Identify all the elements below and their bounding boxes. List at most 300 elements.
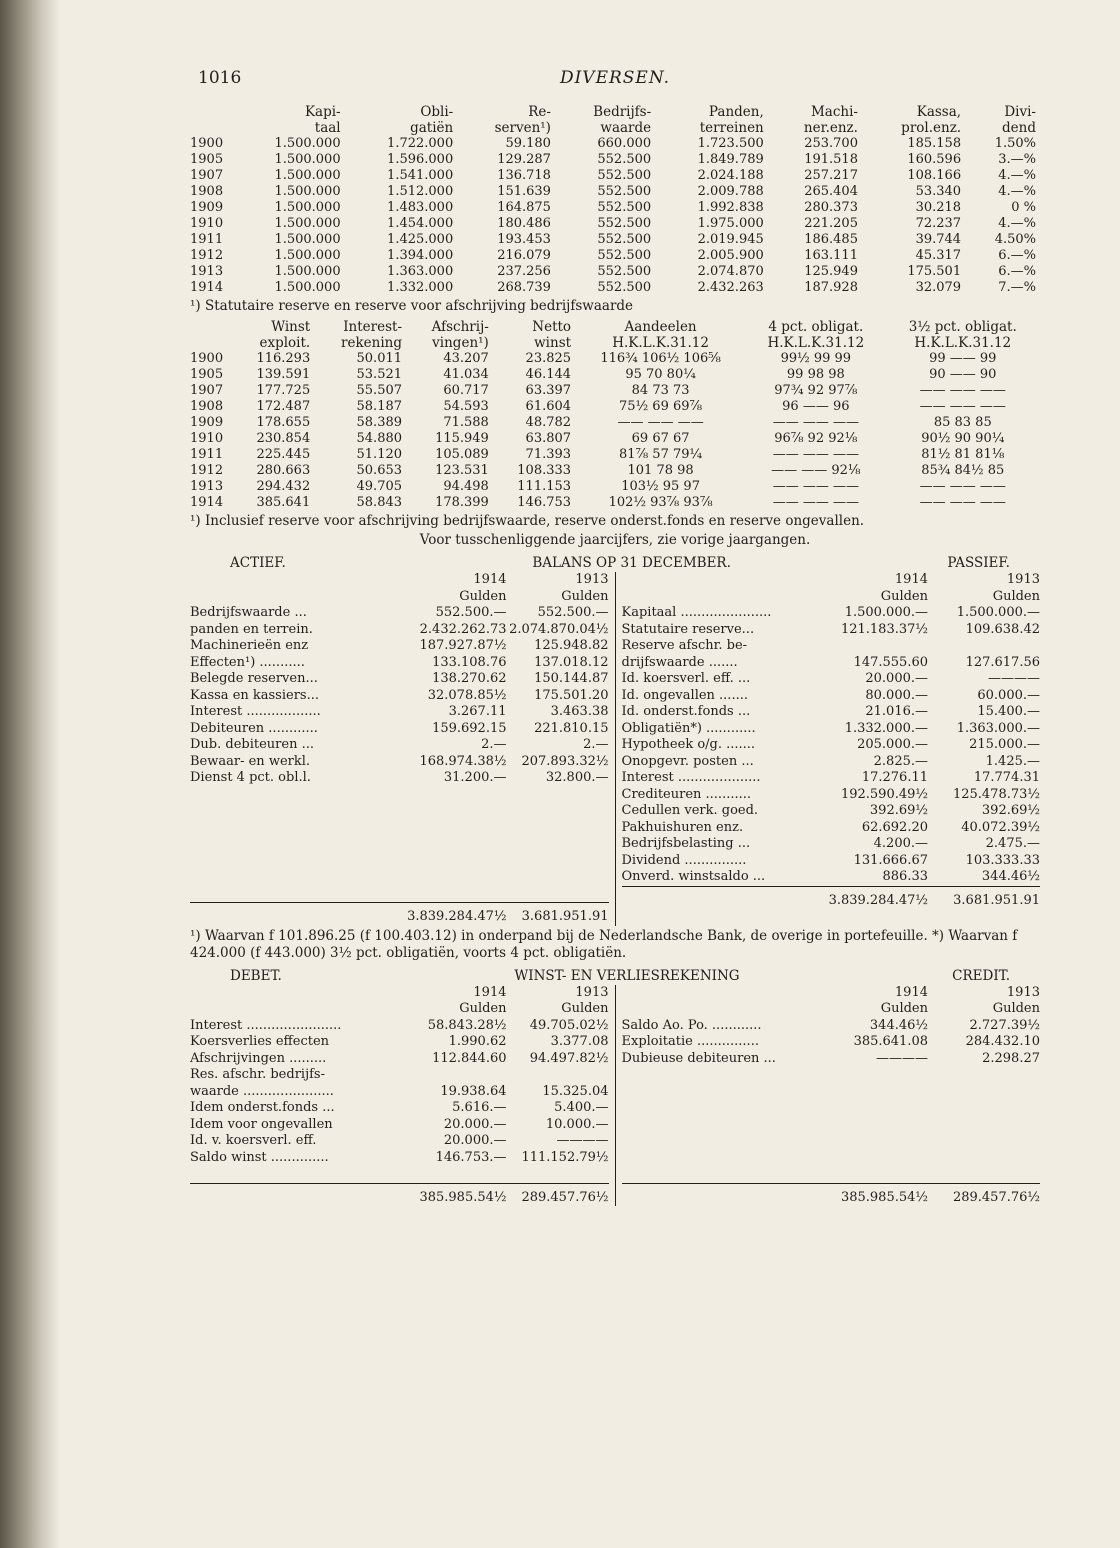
item-label: Afschrijvingen ......... <box>190 1050 327 1066</box>
value-cell: 63.807 <box>525 431 572 446</box>
item-value: 2.— <box>481 737 507 752</box>
column-header: waarde <box>600 120 652 136</box>
column-header: 4 pct. obligat. <box>768 319 864 335</box>
table-row <box>190 200 1040 216</box>
value-cell: 45.317 <box>915 248 962 263</box>
value-cell: 1.425.000 <box>387 232 454 247</box>
item-label: Exploitatie ............... <box>621 1034 759 1049</box>
value-cell: 265.404 <box>804 184 858 199</box>
debet-item <box>190 1084 609 1101</box>
item-value: 138.270.62 <box>432 671 507 686</box>
profit-loss-account <box>190 985 1040 1207</box>
value-cell: 552.500 <box>597 280 652 295</box>
item-label: Idem onderst.fonds ... <box>190 1100 335 1115</box>
value-cell: 552.500 <box>597 232 652 247</box>
year-cell: 1911 <box>190 447 224 462</box>
value-cell: 7.—% <box>998 280 1036 295</box>
value-cell: 2.009.788 <box>697 184 764 199</box>
value-cell: 185.158 <box>907 136 962 151</box>
value-cell: 193.453 <box>497 232 551 247</box>
passief-item <box>622 754 1041 771</box>
item-label: waarde ...................... <box>190 1083 334 1099</box>
item-label: Idem voor ongevallen <box>190 1116 333 1132</box>
item-value: 187.927.87½ <box>419 638 507 653</box>
profit-header-row <box>190 335 1040 351</box>
value-cell: 99½ 99 99 <box>780 351 852 366</box>
winst-title: WINST- EN VERLIESREKENING <box>514 967 740 984</box>
column-header: taal <box>314 120 341 136</box>
balance-title: BALANS OP 31 DECEMBER. <box>532 555 731 571</box>
column-header: terreinen <box>699 120 764 136</box>
value-cell: 2.024.188 <box>697 168 764 183</box>
column-header <box>190 104 232 120</box>
year-cell: 1900 <box>190 351 224 366</box>
value-cell: 97¾ 92 97⅞ <box>774 383 858 398</box>
column-header: Divi- <box>1004 104 1036 120</box>
value-cell: 32.079 <box>915 280 962 295</box>
item-label: Effecten¹) ........... <box>190 654 305 670</box>
value-cell: 41.034 <box>443 367 489 382</box>
credit-item <box>622 1018 1041 1035</box>
item-label: Id. ongevallen ....... <box>621 687 748 703</box>
debet-item <box>190 1100 609 1117</box>
value-cell: 111.153 <box>517 479 572 494</box>
debet-item <box>190 1150 609 1167</box>
item-value: 31.200.— <box>443 770 507 785</box>
value-cell: 101 78 98 <box>627 463 694 478</box>
item-value: 3.267.11 <box>448 704 507 719</box>
item-label: Bedrijfswaarde ... <box>190 605 307 620</box>
value-cell: 160.596 <box>907 152 962 167</box>
actief-total: 3.839.284.47½ 3.681.951.91 <box>190 902 609 926</box>
column-header: H.K.L.K.31.12 <box>767 335 865 351</box>
table-row <box>190 152 1040 168</box>
value-cell: 146.753 <box>517 495 572 510</box>
value-cell: 94.498 <box>443 479 489 494</box>
debet-total: 385.985.54½ 289.457.76½ <box>190 1183 609 1207</box>
credit-item <box>622 1034 1041 1051</box>
value-cell: 49.705 <box>356 479 403 494</box>
year-header: 1914 1913 <box>894 984 1040 1000</box>
year-cell: 1913 <box>190 479 224 494</box>
year-cell: 1908 <box>190 184 224 199</box>
value-cell: 43.207 <box>443 351 489 366</box>
item-value: 3.377.08 <box>550 1034 609 1049</box>
value-cell: 180.486 <box>497 216 551 231</box>
value-cell: 2.432.263 <box>697 280 764 295</box>
value-cell: 552.500 <box>597 152 652 167</box>
profit-header-row <box>190 319 1040 335</box>
value-cell: 1.722.000 <box>387 136 454 151</box>
value-cell: 253.700 <box>804 136 858 151</box>
value-cell: 129.287 <box>497 152 551 167</box>
value-cell: 125.949 <box>804 264 858 279</box>
item-label: Onopgevr. posten ... <box>621 753 754 769</box>
value-cell: 257.217 <box>804 168 858 183</box>
item-label: Interest ....................... <box>190 1017 342 1033</box>
table-row <box>190 248 1040 264</box>
value-cell: 61.604 <box>525 399 572 414</box>
value-cell: 178.655 <box>256 415 311 430</box>
value-cell: 187.928 <box>804 280 858 295</box>
year-cell: 1905 <box>190 152 224 167</box>
item-value: 385.641.08 <box>853 1034 928 1049</box>
table-row <box>190 367 1040 383</box>
value-cell: 71.588 <box>443 415 489 430</box>
value-cell: 294.432 <box>256 479 311 494</box>
actief-item <box>190 704 609 721</box>
value-cell: —— —— —— <box>919 495 1006 510</box>
value-cell: 90½ 90 90¼ <box>921 431 1005 446</box>
actief-column <box>190 572 616 926</box>
passief-title: PASSIEF. <box>947 555 1010 571</box>
value-cell: 1.363.000 <box>387 264 454 279</box>
balance-title-row <box>190 555 1040 572</box>
year-cell: 1908 <box>190 399 224 414</box>
item-label: Pakhuishuren enz. <box>621 819 744 835</box>
value-cell: 50.011 <box>356 351 403 366</box>
value-cell: 0 % <box>1011 200 1036 215</box>
item-value: 32.078.85½ <box>427 687 507 703</box>
value-cell: 151.639 <box>497 184 551 199</box>
running-title: DIVERSEN. <box>559 68 671 88</box>
item-value: 2.298.27 <box>982 1050 1040 1066</box>
value-cell: 163.111 <box>804 248 858 263</box>
column-header: ner.enz. <box>803 120 858 136</box>
passief-total: 3.839.284.47½ 3.681.951.91 <box>622 886 1041 910</box>
item-value: 125.948.82 <box>534 638 609 653</box>
value-cell: 116.293 <box>256 351 311 366</box>
value-cell: 108.333 <box>517 463 572 478</box>
actief-item <box>190 721 609 738</box>
value-cell: 1.500.000 <box>274 264 341 279</box>
item-label: Onverd. winstsaldo ... <box>621 869 766 884</box>
value-cell: 1.454.000 <box>387 216 454 231</box>
credit-item <box>622 1051 1041 1068</box>
value-cell: 6.—% <box>998 264 1036 279</box>
column-header <box>190 120 232 136</box>
actief-item <box>190 638 609 655</box>
capital-header-row <box>190 104 1040 120</box>
item-value: 15.325.04 <box>542 1083 609 1099</box>
value-cell: 178.399 <box>435 495 489 510</box>
debet-item <box>190 1034 609 1051</box>
item-value: 2.074.870.04½ <box>509 621 609 637</box>
value-cell: —— —— —— <box>772 447 859 462</box>
year-cell: 1910 <box>190 216 224 231</box>
item-value: 131.666.67 <box>853 852 928 868</box>
item-label: Bedrijfsbelasting ... <box>621 836 751 851</box>
value-cell: 2.005.900 <box>697 248 764 263</box>
value-cell: 85 83 85 <box>933 415 992 430</box>
value-cell: —— —— —— <box>772 495 859 510</box>
item-value: 1.500.000.— <box>844 605 928 620</box>
column-header <box>190 319 232 335</box>
item-value: 103.333.33 <box>965 852 1040 868</box>
item-value: 19.938.64 <box>440 1083 507 1099</box>
year-cell: 1907 <box>190 168 224 183</box>
column-header: Interest- <box>343 319 403 335</box>
value-cell: 221.205 <box>804 216 858 231</box>
passief-item <box>622 704 1041 721</box>
value-cell: 4.—% <box>998 168 1036 183</box>
profit-table-footnote: ¹) Inclusief reserve voor afschrijving bedrijfswaarde, reserve onderst.fonds en reserve ongevallen. <box>190 513 865 529</box>
column-header <box>190 335 232 351</box>
year-cell: 1912 <box>190 248 224 263</box>
capital-table-footnote: ¹) Statutaire reserve en reserve voor afschrijving bedrijfswaarde <box>190 298 634 314</box>
year-header: 1914 1913 <box>473 984 609 1000</box>
column-header: Obli- <box>420 104 454 120</box>
value-cell: 4.50% <box>994 232 1036 247</box>
value-cell: 115.949 <box>435 431 489 446</box>
item-label: Kassa en kassiers... <box>190 687 319 703</box>
table-row <box>190 280 1040 296</box>
value-cell: 186.485 <box>804 232 858 247</box>
item-value: 168.974.38½ <box>419 753 507 769</box>
table-row <box>190 216 1040 232</box>
value-cell: 175.501 <box>907 264 962 279</box>
value-cell: 552.500 <box>597 216 652 231</box>
item-label: Kapitaal ...................... <box>621 605 772 620</box>
year-cell: 1911 <box>190 232 224 247</box>
actief-item <box>190 655 609 672</box>
passief-item <box>622 836 1041 853</box>
item-label: Interest .................. <box>190 704 321 719</box>
unit-header: Gulden Gulden <box>459 1001 609 1016</box>
column-header: Machi- <box>810 104 858 120</box>
item-value: 49.705.02½ <box>529 1017 609 1033</box>
column-header: winst <box>534 335 572 351</box>
item-value: 80.000.— <box>865 687 928 703</box>
actief-item <box>190 737 609 754</box>
table-row <box>190 168 1040 184</box>
year-cell: 1912 <box>190 463 224 478</box>
passief-item <box>622 688 1041 705</box>
item-value: 175.501.20 <box>534 687 609 703</box>
item-value: 2.— <box>583 737 609 752</box>
item-value: 5.400.— <box>554 1100 609 1115</box>
passief-column <box>616 572 1041 926</box>
column-header: Panden, <box>708 104 764 120</box>
passief-item <box>622 803 1041 820</box>
year-cell: 1905 <box>190 367 224 382</box>
value-cell: 177.725 <box>256 383 311 398</box>
value-cell: —— —— —— <box>919 399 1006 414</box>
value-cell: 96⅞ 92 92⅛ <box>774 431 858 446</box>
passief-item <box>622 655 1041 672</box>
item-value: 2.475.— <box>985 836 1040 851</box>
value-cell: 280.663 <box>256 463 311 478</box>
table-row <box>190 495 1040 511</box>
column-header: Afschrij- <box>431 319 489 335</box>
value-cell: 1.512.000 <box>387 184 454 199</box>
value-cell: 96 —— 96 <box>782 399 850 414</box>
item-label: Id. koersverl. eff. ... <box>621 671 751 686</box>
value-cell: 1.500.000 <box>274 280 341 295</box>
column-header: Re- <box>528 104 551 120</box>
document-page <box>190 60 1040 1206</box>
balance-footnote: ¹) Waarvan f 101.896.25 (f 100.403.12) in onderpand bij de Nederlandsche Bank, de overige in portefeuille. *) Waarvan f 424.000 (f 443.000) 3½ pct. obligatiën, voorts 4 pct. obligatiën. <box>190 927 1018 961</box>
value-cell: —— —— —— <box>772 479 859 494</box>
value-cell: 1.500.000 <box>274 216 341 231</box>
value-cell: —— —— —— <box>919 383 1006 398</box>
value-cell: 4.—% <box>998 184 1036 199</box>
item-value: 1.363.000.— <box>956 720 1040 736</box>
intermediate-years-note: Voor tusschenliggende jaarcijfers, zie vorige jaargangen. <box>419 532 811 548</box>
page-number: 1016 <box>198 68 242 88</box>
value-cell: 1.596.000 <box>387 152 454 167</box>
value-cell: 99 —— 99 <box>929 351 997 366</box>
item-value: 94.497.82½ <box>529 1050 609 1066</box>
value-cell: 2.074.870 <box>697 264 764 279</box>
value-cell: 53.521 <box>356 367 403 382</box>
value-cell: 58.389 <box>356 415 403 430</box>
balance-sheet <box>190 572 1040 926</box>
credit-total: 385.985.54½ 289.457.76½ <box>622 1183 1041 1207</box>
value-cell: 1.500.000 <box>274 232 341 247</box>
passief-item <box>622 671 1041 688</box>
column-header: Kapi- <box>304 104 341 120</box>
item-value: 137.018.12 <box>534 654 609 670</box>
table-row <box>190 431 1040 447</box>
item-label: Reserve afschr. be- <box>621 638 748 653</box>
item-value <box>824 638 928 655</box>
value-cell: 1.992.838 <box>697 200 764 215</box>
column-header: Kassa, <box>916 104 962 120</box>
year-header: 1914 1913 <box>473 572 609 587</box>
value-cell: 1.483.000 <box>387 200 454 215</box>
column-header: rekening <box>341 335 403 351</box>
value-cell: 75½ 69 69⅞ <box>619 399 703 414</box>
debet-item <box>190 1051 609 1068</box>
value-cell: 81½ 81 81⅛ <box>921 447 1005 462</box>
item-value: 284.432.10 <box>965 1034 1040 1049</box>
item-value: 1.332.000.— <box>844 720 928 736</box>
value-cell: 60.717 <box>443 383 489 398</box>
value-cell: 230.854 <box>256 431 311 446</box>
value-cell: 552.500 <box>597 168 652 183</box>
value-cell: —— —— —— <box>919 479 1006 494</box>
value-cell: 1.500.000 <box>274 152 341 167</box>
actief-item <box>190 688 609 705</box>
item-value: 207.893.32½ <box>521 753 609 769</box>
item-value: 2.825.— <box>873 753 928 769</box>
actief-item <box>190 605 609 622</box>
item-value: 344.46½ <box>981 869 1040 884</box>
item-label: Id. v. koersverl. eff. <box>190 1133 317 1148</box>
passief-item <box>622 787 1041 804</box>
value-cell: 552.500 <box>597 184 652 199</box>
item-label: Dividend ............... <box>621 852 747 868</box>
year-cell: 1910 <box>190 431 224 446</box>
table-row <box>190 264 1040 280</box>
item-value: 221.810.15 <box>534 720 609 736</box>
item-value: 147.555.60 <box>853 654 928 670</box>
value-cell: 30.218 <box>915 200 962 215</box>
passief-item <box>622 869 1041 886</box>
item-value: 1.425.— <box>985 753 1040 769</box>
item-value: 111.152.79½ <box>521 1149 609 1165</box>
item-value: 552.500.— <box>435 605 507 620</box>
item-label: Saldo Ao. Po. ............ <box>621 1017 762 1033</box>
column-header: exploit. <box>259 335 311 351</box>
column-header: prol.enz. <box>901 120 962 136</box>
value-cell: 2.019.945 <box>697 232 764 247</box>
table-row <box>190 415 1040 431</box>
item-value: 192.590.49½ <box>840 786 928 802</box>
column-header: vingen¹) <box>432 335 489 351</box>
value-cell: 46.144 <box>525 367 572 382</box>
item-label: Obligatiën*) ............ <box>621 720 756 736</box>
column-header: serven¹) <box>494 120 551 136</box>
item-value: 4.200.— <box>873 836 928 851</box>
value-cell: 50.653 <box>356 463 403 478</box>
year-cell: 1914 <box>190 495 224 510</box>
value-cell: 59.180 <box>505 136 551 151</box>
item-value: 10.000.— <box>545 1116 609 1132</box>
value-cell: 280.373 <box>804 200 858 215</box>
value-cell: 237.256 <box>497 264 551 279</box>
column-header: dend <box>1002 120 1036 136</box>
value-cell: —— —— —— <box>617 415 704 430</box>
debet-column <box>190 985 616 1207</box>
value-cell: 90 —— 90 <box>929 367 997 382</box>
value-cell: 552.500 <box>597 200 652 215</box>
item-value: 2.727.39½ <box>969 1017 1040 1033</box>
item-value: 392.69½ <box>869 803 928 818</box>
table-row <box>190 463 1040 479</box>
value-cell: 116¾ 106½ 106⅝ <box>600 351 721 366</box>
actief-item <box>190 770 609 787</box>
item-value: 15.400.— <box>977 704 1040 719</box>
item-label: Cedullen verk. goed. <box>621 803 759 818</box>
credit-title: CREDIT. <box>952 967 1010 984</box>
value-cell: 164.875 <box>497 200 551 215</box>
value-cell: 136.718 <box>497 168 551 183</box>
column-header: Aandeelen <box>624 319 697 335</box>
value-cell: 51.120 <box>356 447 403 462</box>
value-cell: 108.166 <box>907 168 962 183</box>
value-cell: 58.843 <box>356 495 403 510</box>
column-header: Netto <box>532 319 572 335</box>
value-cell: 85¾ 84½ 85 <box>921 463 1005 478</box>
value-cell: 1.500.000 <box>274 248 341 263</box>
value-cell: 103½ 95 97 <box>621 479 700 494</box>
column-header: H.K.L.K.31.12 <box>612 335 709 351</box>
year-cell: 1909 <box>190 415 224 430</box>
passief-item <box>622 721 1041 738</box>
year-header: 1914 1913 <box>894 572 1040 587</box>
item-value: 344.46½ <box>869 1017 928 1033</box>
column-header: Winst <box>271 319 311 335</box>
value-cell: 84 73 73 <box>631 383 690 398</box>
value-cell: 81⅞ 57 79¼ <box>619 447 703 462</box>
winst-title-row <box>190 968 1040 985</box>
item-label: Hypotheek o/g. ....... <box>621 737 756 752</box>
item-value: 392.69½ <box>981 803 1040 818</box>
book-binding-edge <box>0 0 60 1548</box>
capital-header-row <box>190 120 1040 136</box>
item-value: 150.144.87 <box>534 671 609 686</box>
table-row <box>190 184 1040 200</box>
value-cell: 99 98 98 <box>786 367 845 382</box>
value-cell: 172.487 <box>256 399 311 414</box>
value-cell: 1.500.000 <box>274 136 341 151</box>
item-value: 109.638.42 <box>965 621 1040 637</box>
item-label: Koersverlies effecten <box>190 1034 330 1049</box>
table-row <box>190 447 1040 463</box>
item-value: 133.108.76 <box>432 654 507 670</box>
